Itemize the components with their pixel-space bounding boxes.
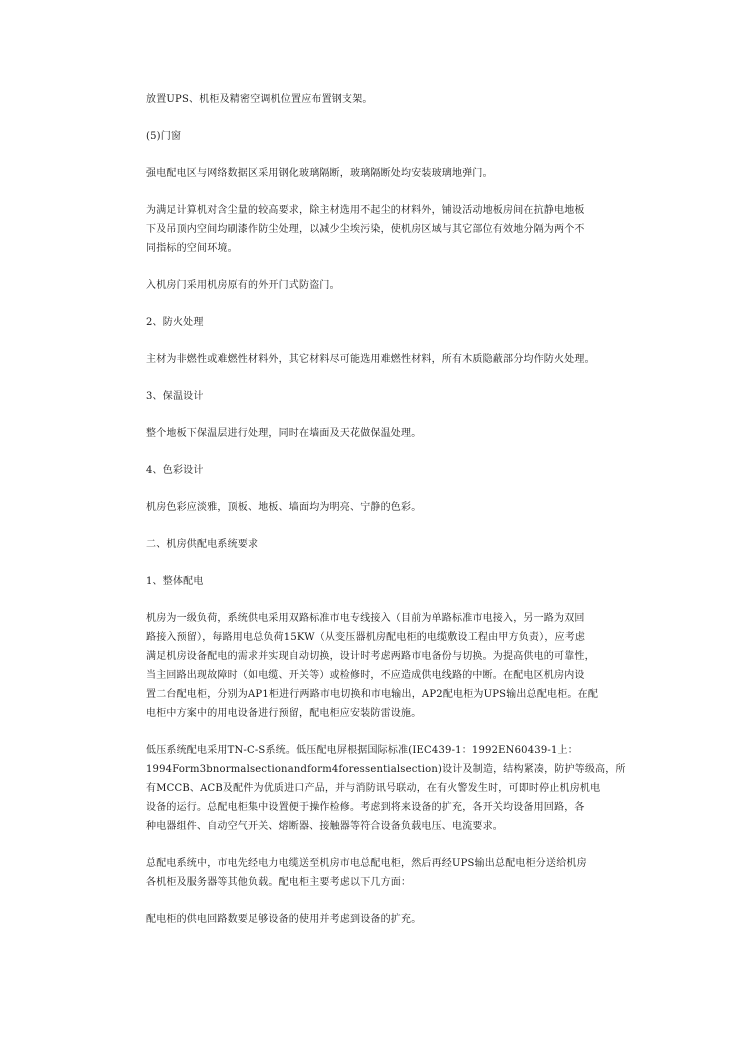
heading-overall-distribution [146,572,646,591]
text-line: 机房色彩应淡雅，顶板、地板、墙面均为明亮、宁静的色彩。 [146,502,422,513]
text-line: 1994Form3bnormalsectionandform4foressentialsection)设计及制造，结构紧凑，防护等级高，所 [146,764,626,775]
text-line: 置二台配电柜，分别为AP1柜进行两路市电切换和市电输出，AP2配电柜为UPS输出总配电柜。在配 [146,689,599,700]
text-line: 种电器组件、自动空气开关、熔断器、接触器等符合设备负载电压、电流要求。 [146,821,503,832]
text-line: 主材为非燃性或难燃性材料外，其它材料尽可能选用难燃性材料，所有木质隐蔽部分均作防火处理。 [146,354,595,365]
text-line: 入机房门采用机房原有的外开门式防盗门。 [146,280,340,291]
paragraph-circuit-count [146,910,646,929]
heading-insulation [146,387,646,406]
paragraph-glass-partition [146,164,646,183]
text-line: 各机柜及服务器等其他负载。配电柜主要考虑以下几方面： [146,877,412,888]
text-line: 总配电系统中，市电先经电力电缆送至机房市电总配电柜，然后再经UPS输出总配电柜分送给机房 [146,858,587,869]
text-line: 同指标的空间环境。 [146,243,238,254]
text-line: 设备的运行。总配电柜集中设置便于操作检修。考虑到将来设备的扩充，各开关均设备用回路，各 [146,802,585,813]
heading-color-design [146,461,646,480]
paragraph-insulation [146,424,646,443]
text-line: 有MCCB、ACB及配件为优质进口产品，并与消防讯号联动，在有火警发生时，可即时停止机房机电 [146,783,601,794]
paragraph-fire-materials [146,350,646,369]
text-line: 低压系统配电采用TN-C-S系统。低压配电屏根据国际标准(IEC439-1：1992EN60439-1上： [146,745,578,756]
text-line: 二、机房供配电系统要求 [146,539,259,550]
paragraph-dust-control [146,201,646,258]
text-line: (5)门窗 [146,131,182,142]
text-line: 放置UPS、机柜及精密空调机位置应布置钢支架。 [146,94,373,105]
text-line: 强电配电区与网络数据区采用钢化玻璃隔断，玻璃隔断处均安装玻璃地弹门。 [146,168,493,179]
paragraph-security-door [146,276,646,295]
text-line: 配电柜的供电回路数要足够设备的使用并考虑到设备的扩充。 [146,914,422,925]
text-line: 整个地板下保温层进行处理，同时在墙面及天花做保温处理。 [146,428,422,439]
heading-fire-protection [146,313,646,332]
paragraph-low-voltage-system [146,741,646,836]
text-line: 4、色彩设计 [146,465,204,476]
paragraph-ups-steel-support [146,90,646,109]
text-line: 路接入预留），每路用电总负荷15KW（从变压器机房配电柜的电缆敷设工程由甲方负责），应考虑 [146,632,586,643]
text-line: 为满足计算机对含尘量的较高要求，除主材选用不起尘的材料外，铺设活动地板房间在抗静电地板 [146,205,585,216]
paragraph-overall-distribution [146,609,646,723]
text-line: 电柜中方案中的用电设备进行预留，配电柜应安装防雷设施。 [146,708,422,719]
text-line: 当主回路出现故障时（如电缆、开关等）或检修时，不应造成供电线路的中断。在配电区机房内设 [146,670,585,681]
text-line: 机房为一级负荷，系统供电采用双路标准市电专线接入（目前为单路标准市电接入，另一路为双回 [146,613,585,624]
document-body [146,90,646,947]
heading-power-supply [146,535,646,554]
text-line: 2、防火处理 [146,317,204,328]
heading-doors-windows [146,127,646,146]
paragraph-main-distribution [146,854,646,892]
paragraph-color-design [146,498,646,517]
text-line: 满足机房设备配电的需求并实现自动切换，设计时考虑两路市电备份与切换。为提高供电的可靠性， [146,651,595,662]
text-line: 下及吊顶内空间均刷漆作防尘处理，以减少尘埃污染，使机房区域与其它部位有效地分隔为两个不 [146,224,585,235]
text-line: 1、整体配电 [146,576,204,587]
text-line: 3、保温设计 [146,391,204,402]
